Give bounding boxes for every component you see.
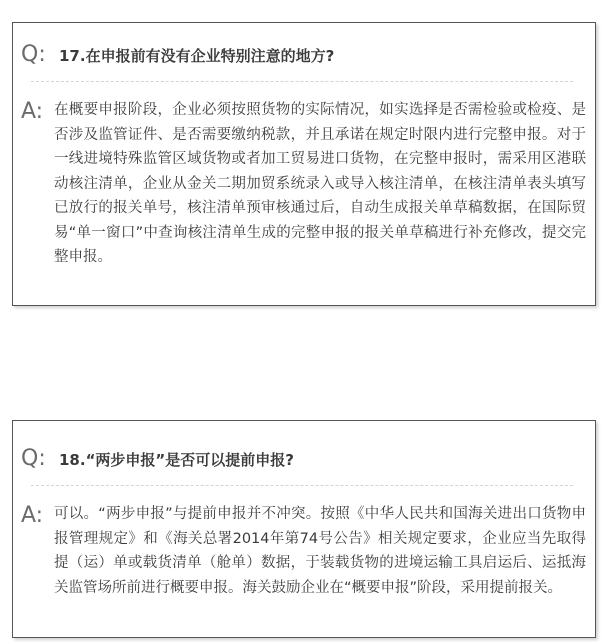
qa-card-18 xyxy=(12,420,596,638)
question-row xyxy=(21,40,585,70)
dashed-divider xyxy=(31,485,573,486)
dashed-divider xyxy=(31,81,573,82)
answer-marker: A: xyxy=(21,503,44,528)
answer-text: 在概要申报阶段，企业必须按照货物的实际情况，如实选择是否需检验或检疫、是否涉及监管证件、是否需要缴纳税款，并且承诺在规定时限内进行完整申报。对于一线进境特殊监管区域货物或者加工贸易进口货物，在完整申报时，需采用区港联动核注清单，企业从金关二期加贸系统录入或导入核注清单，在核注清单表头填写已放行的报关单号，核注清单预审核通过后，自动生成报关单草稿数据，在国际贸易“单一窗口”中查询核注清单生成的完整申报的报关单草稿进行补充修改，提交完整申报。 xyxy=(54,102,586,265)
answer-text: 可以。“两步申报”与提前申报并不冲突。按照《中华人民共和国海关进出口货物申报管理规定》和《海关总署2014年第74号公告》相关规定要求，企业应当先取得提（运）单或载货清单（舱单）数据，于装载货物的进境运输工具启运后、运抵海关监管场所前进行概要申报。海关鼓励企业在“概要申报”阶段，采用提前报关。 xyxy=(54,506,586,596)
question-marker: Q: xyxy=(21,446,46,471)
answer-marker: A: xyxy=(21,99,44,124)
question-text: 17.在申报前有没有企业特别注意的地方? xyxy=(59,46,335,65)
question-text: 18.“两步申报”是否可以提前申报? xyxy=(59,450,294,469)
question-row xyxy=(21,444,585,474)
question-marker: Q: xyxy=(21,42,46,67)
qa-card-17 xyxy=(12,22,596,306)
